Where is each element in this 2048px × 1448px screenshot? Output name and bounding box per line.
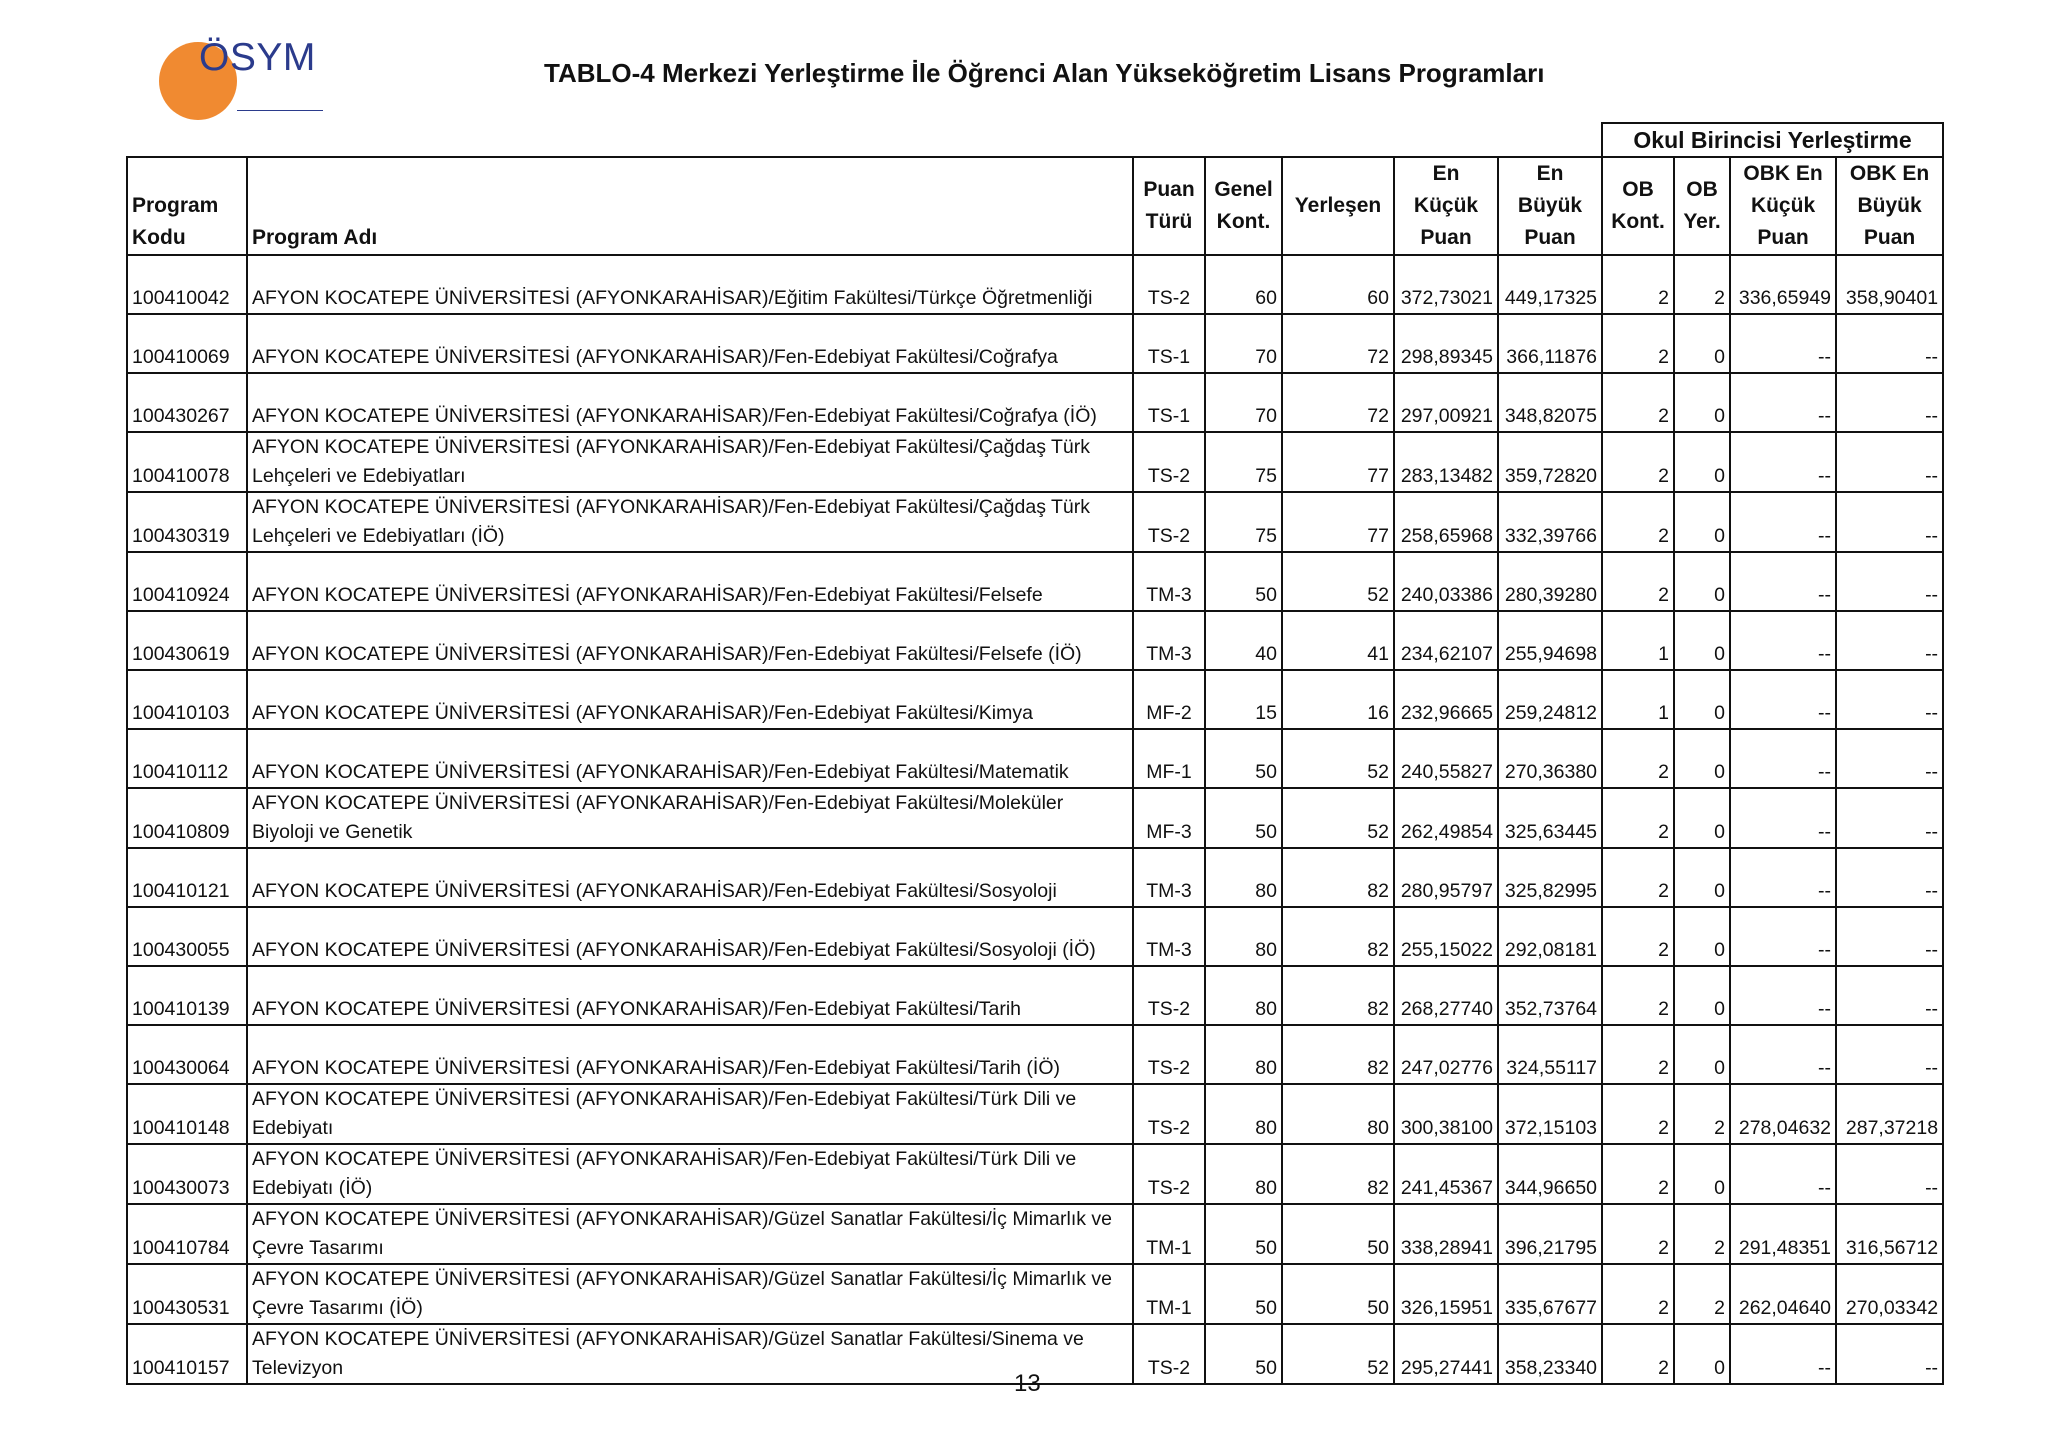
cell-yerlesen: 82 <box>1282 966 1394 1025</box>
cell-en-kucuk-puan: 280,95797 <box>1394 848 1498 907</box>
cell-obk-en-buyuk-puan: -- <box>1836 848 1943 907</box>
cell-yerlesen: 16 <box>1282 670 1394 729</box>
col-genel-kont: Genel Kont. <box>1205 157 1282 255</box>
table-row <box>127 492 1943 552</box>
cell-yerlesen: 80 <box>1282 1084 1394 1144</box>
col-obk-en-kucuk-puan: OBK En Küçük Puan <box>1730 157 1836 255</box>
cell-en-buyuk-puan: 348,82075 <box>1498 373 1602 432</box>
table-row <box>127 670 1943 729</box>
table-row <box>127 907 1943 966</box>
table-row <box>127 1084 1943 1144</box>
cell-en-kucuk-puan: 298,89345 <box>1394 314 1498 373</box>
cell-program-name: AFYON KOCATEPE ÜNİVERSİTESİ (AFYONKARAHİSAR)/Fen-Edebiyat Fakültesi/Moleküler Biyoloji ve Genetik <box>247 788 1133 848</box>
cell-puan-turu: TS-2 <box>1133 255 1205 314</box>
cell-obk-en-buyuk-puan: 287,37218 <box>1836 1084 1943 1144</box>
table-row <box>127 966 1943 1025</box>
cell-yerlesen: 72 <box>1282 314 1394 373</box>
cell-en-buyuk-puan: 358,23340 <box>1498 1324 1602 1384</box>
cell-en-buyuk-puan: 372,15103 <box>1498 1084 1602 1144</box>
cell-genel-kont: 75 <box>1205 492 1282 552</box>
cell-obk-en-kucuk-puan: 291,48351 <box>1730 1204 1836 1264</box>
cell-program-name: AFYON KOCATEPE ÜNİVERSİTESİ (AFYONKARAHİSAR)/Güzel Sanatlar Fakültesi/Sinema ve Televizyon <box>247 1324 1133 1384</box>
cell-program-name: AFYON KOCATEPE ÜNİVERSİTESİ (AFYONKARAHİSAR)/Fen-Edebiyat Fakültesi/Sosyoloji <box>247 848 1133 907</box>
cell-puan-turu: TS-1 <box>1133 314 1205 373</box>
cell-yerlesen: 50 <box>1282 1204 1394 1264</box>
cell-en-kucuk-puan: 300,38100 <box>1394 1084 1498 1144</box>
cell-program-code: 100410139 <box>127 966 247 1025</box>
okul-birincisi-header: Okul Birincisi Yerleştirme <box>1602 123 1943 157</box>
cell-yerlesen: 52 <box>1282 552 1394 611</box>
cell-en-buyuk-puan: 325,82995 <box>1498 848 1602 907</box>
cell-program-code: 100410121 <box>127 848 247 907</box>
cell-ob-kont: 2 <box>1602 1025 1674 1084</box>
cell-genel-kont: 50 <box>1205 552 1282 611</box>
cell-genel-kont: 60 <box>1205 255 1282 314</box>
logo-text: ÖSYM <box>199 36 316 79</box>
cell-en-kucuk-puan: 255,15022 <box>1394 907 1498 966</box>
cell-obk-en-buyuk-puan: 316,56712 <box>1836 1204 1943 1264</box>
cell-en-kucuk-puan: 372,73021 <box>1394 255 1498 314</box>
cell-program-name: AFYON KOCATEPE ÜNİVERSİTESİ (AFYONKARAHİSAR)/Fen-Edebiyat Fakültesi/Coğrafya (İÖ) <box>247 373 1133 432</box>
cell-ob-kont: 2 <box>1602 255 1674 314</box>
cell-ob-yer: 0 <box>1674 552 1730 611</box>
cell-en-kucuk-puan: 283,13482 <box>1394 432 1498 492</box>
cell-ob-kont: 1 <box>1602 611 1674 670</box>
cell-en-kucuk-puan: 232,96665 <box>1394 670 1498 729</box>
cell-program-name: AFYON KOCATEPE ÜNİVERSİTESİ (AFYONKARAHİSAR)/Fen-Edebiyat Fakültesi/Türk Dili ve Edebiyatı <box>247 1084 1133 1144</box>
cell-en-kucuk-puan: 258,65968 <box>1394 492 1498 552</box>
cell-program-name: AFYON KOCATEPE ÜNİVERSİTESİ (AFYONKARAHİSAR)/Güzel Sanatlar Fakültesi/İç Mimarlık ve Çevre Tasarımı (İÖ) <box>247 1264 1133 1324</box>
cell-genel-kont: 75 <box>1205 432 1282 492</box>
cell-puan-turu: TM-3 <box>1133 552 1205 611</box>
cell-program-code: 100410924 <box>127 552 247 611</box>
group-header-spacer <box>127 123 1602 157</box>
cell-program-code: 100430073 <box>127 1144 247 1204</box>
cell-program-code: 100410069 <box>127 314 247 373</box>
cell-ob-kont: 1 <box>1602 670 1674 729</box>
cell-genel-kont: 80 <box>1205 907 1282 966</box>
cell-puan-turu: MF-2 <box>1133 670 1205 729</box>
cell-obk-en-kucuk-puan: 278,04632 <box>1730 1084 1836 1144</box>
table-row <box>127 848 1943 907</box>
cell-program-name: AFYON KOCATEPE ÜNİVERSİTESİ (AFYONKARAHİSAR)/Fen-Edebiyat Fakültesi/Felsefe (İÖ) <box>247 611 1133 670</box>
osym-logo <box>155 36 325 126</box>
cell-obk-en-buyuk-puan: -- <box>1836 432 1943 492</box>
cell-ob-kont: 2 <box>1602 314 1674 373</box>
cell-puan-turu: TM-1 <box>1133 1204 1205 1264</box>
cell-ob-yer: 2 <box>1674 255 1730 314</box>
cell-ob-kont: 2 <box>1602 788 1674 848</box>
cell-puan-turu: MF-3 <box>1133 788 1205 848</box>
cell-yerlesen: 52 <box>1282 729 1394 788</box>
cell-en-kucuk-puan: 247,02776 <box>1394 1025 1498 1084</box>
cell-program-name: AFYON KOCATEPE ÜNİVERSİTESİ (AFYONKARAHİSAR)/Eğitim Fakültesi/Türkçe Öğretmenliği <box>247 255 1133 314</box>
cell-genel-kont: 70 <box>1205 314 1282 373</box>
cell-ob-yer: 0 <box>1674 1144 1730 1204</box>
cell-genel-kont: 80 <box>1205 1084 1282 1144</box>
table-row <box>127 729 1943 788</box>
cell-en-buyuk-puan: 335,67677 <box>1498 1264 1602 1324</box>
cell-ob-yer: 0 <box>1674 611 1730 670</box>
cell-puan-turu: TS-1 <box>1133 373 1205 432</box>
cell-yerlesen: 50 <box>1282 1264 1394 1324</box>
cell-genel-kont: 80 <box>1205 966 1282 1025</box>
cell-obk-en-buyuk-puan: -- <box>1836 729 1943 788</box>
cell-obk-en-kucuk-puan: -- <box>1730 966 1836 1025</box>
cell-en-kucuk-puan: 297,00921 <box>1394 373 1498 432</box>
cell-yerlesen: 82 <box>1282 848 1394 907</box>
cell-puan-turu: TM-1 <box>1133 1264 1205 1324</box>
table-row <box>127 611 1943 670</box>
table-row <box>127 552 1943 611</box>
cell-en-buyuk-puan: 280,39280 <box>1498 552 1602 611</box>
cell-obk-en-buyuk-puan: 358,90401 <box>1836 255 1943 314</box>
cell-en-kucuk-puan: 262,49854 <box>1394 788 1498 848</box>
cell-ob-kont: 2 <box>1602 1324 1674 1384</box>
cell-obk-en-kucuk-puan: -- <box>1730 432 1836 492</box>
cell-ob-yer: 0 <box>1674 1324 1730 1384</box>
table-row <box>127 1144 1943 1204</box>
cell-obk-en-kucuk-puan: -- <box>1730 670 1836 729</box>
cell-en-buyuk-puan: 396,21795 <box>1498 1204 1602 1264</box>
cell-puan-turu: MF-1 <box>1133 729 1205 788</box>
cell-yerlesen: 77 <box>1282 492 1394 552</box>
cell-obk-en-kucuk-puan: 336,65949 <box>1730 255 1836 314</box>
cell-obk-en-buyuk-puan: -- <box>1836 788 1943 848</box>
cell-program-code: 100410078 <box>127 432 247 492</box>
table-row <box>127 1264 1943 1324</box>
cell-en-kucuk-puan: 338,28941 <box>1394 1204 1498 1264</box>
cell-genel-kont: 80 <box>1205 848 1282 907</box>
group-header-row <box>127 123 1943 157</box>
table-row <box>127 255 1943 314</box>
col-program-kodu: Program Kodu <box>127 157 247 255</box>
table-body <box>127 255 1943 1384</box>
cell-program-name: AFYON KOCATEPE ÜNİVERSİTESİ (AFYONKARAHİSAR)/Güzel Sanatlar Fakültesi/İç Mimarlık ve Çevre Tasarımı <box>247 1204 1133 1264</box>
cell-obk-en-buyuk-puan: 270,03342 <box>1836 1264 1943 1324</box>
cell-ob-kont: 2 <box>1602 373 1674 432</box>
cell-obk-en-kucuk-puan: -- <box>1730 1144 1836 1204</box>
cell-obk-en-kucuk-puan: -- <box>1730 373 1836 432</box>
table-row <box>127 314 1943 373</box>
cell-obk-en-buyuk-puan: -- <box>1836 1324 1943 1384</box>
cell-puan-turu: TM-3 <box>1133 611 1205 670</box>
cell-yerlesen: 72 <box>1282 373 1394 432</box>
cell-program-name: AFYON KOCATEPE ÜNİVERSİTESİ (AFYONKARAHİSAR)/Fen-Edebiyat Fakültesi/Felsefe <box>247 552 1133 611</box>
cell-yerlesen: 52 <box>1282 788 1394 848</box>
cell-ob-yer: 0 <box>1674 432 1730 492</box>
cell-en-buyuk-puan: 292,08181 <box>1498 907 1602 966</box>
cell-obk-en-buyuk-puan: -- <box>1836 492 1943 552</box>
cell-en-kucuk-puan: 295,27441 <box>1394 1324 1498 1384</box>
cell-ob-kont: 2 <box>1602 492 1674 552</box>
cell-program-name: AFYON KOCATEPE ÜNİVERSİTESİ (AFYONKARAHİSAR)/Fen-Edebiyat Fakültesi/Türk Dili ve Edebiyatı (İÖ) <box>247 1144 1133 1204</box>
cell-obk-en-kucuk-puan: -- <box>1730 492 1836 552</box>
cell-program-code: 100410784 <box>127 1204 247 1264</box>
cell-ob-kont: 2 <box>1602 432 1674 492</box>
cell-program-code: 100410042 <box>127 255 247 314</box>
cell-en-kucuk-puan: 240,55827 <box>1394 729 1498 788</box>
cell-ob-kont: 2 <box>1602 729 1674 788</box>
cell-program-code: 100410157 <box>127 1324 247 1384</box>
cell-obk-en-kucuk-puan: -- <box>1730 788 1836 848</box>
programs-table <box>126 122 1944 1385</box>
cell-yerlesen: 52 <box>1282 1324 1394 1384</box>
cell-obk-en-kucuk-puan: 262,04640 <box>1730 1264 1836 1324</box>
page-number: 13 <box>1014 1370 1041 1397</box>
cell-en-buyuk-puan: 324,55117 <box>1498 1025 1602 1084</box>
cell-obk-en-kucuk-puan: -- <box>1730 1025 1836 1084</box>
cell-obk-en-kucuk-puan: -- <box>1730 848 1836 907</box>
cell-puan-turu: TS-2 <box>1133 1324 1205 1384</box>
cell-genel-kont: 50 <box>1205 1324 1282 1384</box>
table-row <box>127 1025 1943 1084</box>
cell-ob-yer: 0 <box>1674 492 1730 552</box>
cell-ob-kont: 2 <box>1602 966 1674 1025</box>
cell-program-code: 100410148 <box>127 1084 247 1144</box>
cell-puan-turu: TM-3 <box>1133 848 1205 907</box>
page-title: TABLO-4 Merkezi Yerleştirme İle Öğrenci Alan Yükseköğretim Lisans Programları <box>544 58 1545 88</box>
cell-genel-kont: 80 <box>1205 1144 1282 1204</box>
cell-obk-en-buyuk-puan: -- <box>1836 552 1943 611</box>
cell-genel-kont: 50 <box>1205 1204 1282 1264</box>
cell-genel-kont: 50 <box>1205 788 1282 848</box>
cell-yerlesen: 82 <box>1282 1144 1394 1204</box>
cell-yerlesen: 60 <box>1282 255 1394 314</box>
cell-genel-kont: 40 <box>1205 611 1282 670</box>
cell-obk-en-buyuk-puan: -- <box>1836 966 1943 1025</box>
cell-yerlesen: 82 <box>1282 1025 1394 1084</box>
cell-en-kucuk-puan: 234,62107 <box>1394 611 1498 670</box>
column-header-row <box>127 157 1943 255</box>
col-ob-kont: OB Kont. <box>1602 157 1674 255</box>
cell-en-buyuk-puan: 325,63445 <box>1498 788 1602 848</box>
cell-ob-yer: 0 <box>1674 670 1730 729</box>
cell-puan-turu: TS-2 <box>1133 966 1205 1025</box>
col-ob-yer: OB Yer. <box>1674 157 1730 255</box>
col-obk-en-buyuk-puan: OBK En Büyük Puan <box>1836 157 1943 255</box>
cell-obk-en-buyuk-puan: -- <box>1836 1025 1943 1084</box>
cell-genel-kont: 15 <box>1205 670 1282 729</box>
col-en-buyuk-puan: En Büyük Puan <box>1498 157 1602 255</box>
cell-ob-yer: 2 <box>1674 1204 1730 1264</box>
table-row <box>127 1204 1943 1264</box>
cell-obk-en-kucuk-puan: -- <box>1730 314 1836 373</box>
cell-program-name: AFYON KOCATEPE ÜNİVERSİTESİ (AFYONKARAHİSAR)/Fen-Edebiyat Fakültesi/Çağdaş Türk Lehçeleri ve Edebiyatları <box>247 432 1133 492</box>
cell-obk-en-kucuk-puan: -- <box>1730 611 1836 670</box>
cell-obk-en-buyuk-puan: -- <box>1836 1144 1943 1204</box>
cell-ob-yer: 2 <box>1674 1084 1730 1144</box>
cell-ob-yer: 0 <box>1674 966 1730 1025</box>
cell-en-buyuk-puan: 332,39766 <box>1498 492 1602 552</box>
cell-ob-kont: 2 <box>1602 552 1674 611</box>
cell-ob-yer: 0 <box>1674 788 1730 848</box>
cell-program-name: AFYON KOCATEPE ÜNİVERSİTESİ (AFYONKARAHİSAR)/Fen-Edebiyat Fakültesi/Matematik <box>247 729 1133 788</box>
cell-genel-kont: 70 <box>1205 373 1282 432</box>
cell-program-code: 100410809 <box>127 788 247 848</box>
cell-obk-en-buyuk-puan: -- <box>1836 907 1943 966</box>
cell-program-code: 100430267 <box>127 373 247 432</box>
cell-en-buyuk-puan: 270,36380 <box>1498 729 1602 788</box>
cell-obk-en-buyuk-puan: -- <box>1836 611 1943 670</box>
cell-puan-turu: TM-3 <box>1133 907 1205 966</box>
cell-program-name: AFYON KOCATEPE ÜNİVERSİTESİ (AFYONKARAHİSAR)/Fen-Edebiyat Fakültesi/Coğrafya <box>247 314 1133 373</box>
cell-program-code: 100430319 <box>127 492 247 552</box>
cell-program-code: 100430055 <box>127 907 247 966</box>
cell-puan-turu: TS-2 <box>1133 1084 1205 1144</box>
cell-en-buyuk-puan: 259,24812 <box>1498 670 1602 729</box>
col-program-adi: Program Adı <box>247 157 1133 255</box>
cell-ob-kont: 2 <box>1602 1144 1674 1204</box>
cell-genel-kont: 50 <box>1205 1264 1282 1324</box>
cell-en-buyuk-puan: 352,73764 <box>1498 966 1602 1025</box>
cell-program-name: AFYON KOCATEPE ÜNİVERSİTESİ (AFYONKARAHİSAR)/Fen-Edebiyat Fakültesi/Sosyoloji (İÖ) <box>247 907 1133 966</box>
cell-obk-en-kucuk-puan: -- <box>1730 1324 1836 1384</box>
cell-en-buyuk-puan: 344,96650 <box>1498 1144 1602 1204</box>
cell-program-name: AFYON KOCATEPE ÜNİVERSİTESİ (AFYONKARAHİSAR)/Fen-Edebiyat Fakültesi/Tarih <box>247 966 1133 1025</box>
cell-puan-turu: TS-2 <box>1133 1025 1205 1084</box>
cell-ob-yer: 2 <box>1674 1264 1730 1324</box>
cell-en-kucuk-puan: 268,27740 <box>1394 966 1498 1025</box>
cell-ob-kont: 2 <box>1602 907 1674 966</box>
cell-puan-turu: TS-2 <box>1133 432 1205 492</box>
col-puan-turu: Puan Türü <box>1133 157 1205 255</box>
cell-en-kucuk-puan: 326,15951 <box>1394 1264 1498 1324</box>
cell-obk-en-buyuk-puan: -- <box>1836 670 1943 729</box>
cell-genel-kont: 80 <box>1205 1025 1282 1084</box>
cell-en-buyuk-puan: 449,17325 <box>1498 255 1602 314</box>
cell-ob-yer: 0 <box>1674 848 1730 907</box>
cell-en-buyuk-puan: 366,11876 <box>1498 314 1602 373</box>
cell-yerlesen: 82 <box>1282 907 1394 966</box>
cell-obk-en-kucuk-puan: -- <box>1730 729 1836 788</box>
table-row <box>127 788 1943 848</box>
cell-program-code: 100410103 <box>127 670 247 729</box>
cell-program-code: 100410112 <box>127 729 247 788</box>
cell-program-code: 100430619 <box>127 611 247 670</box>
cell-en-kucuk-puan: 241,45367 <box>1394 1144 1498 1204</box>
cell-en-buyuk-puan: 359,72820 <box>1498 432 1602 492</box>
col-yerlesen: Yerleşen <box>1282 157 1394 255</box>
col-en-kucuk-puan: En Küçük Puan <box>1394 157 1498 255</box>
cell-genel-kont: 50 <box>1205 729 1282 788</box>
table-row <box>127 432 1943 492</box>
cell-obk-en-kucuk-puan: -- <box>1730 552 1836 611</box>
cell-obk-en-buyuk-puan: -- <box>1836 373 1943 432</box>
cell-yerlesen: 77 <box>1282 432 1394 492</box>
cell-ob-yer: 0 <box>1674 729 1730 788</box>
cell-ob-kont: 2 <box>1602 1264 1674 1324</box>
cell-ob-yer: 0 <box>1674 1025 1730 1084</box>
cell-puan-turu: TS-2 <box>1133 1144 1205 1204</box>
cell-program-name: AFYON KOCATEPE ÜNİVERSİTESİ (AFYONKARAHİSAR)/Fen-Edebiyat Fakültesi/Tarih (İÖ) <box>247 1025 1133 1084</box>
table-row <box>127 373 1943 432</box>
cell-ob-yer: 0 <box>1674 373 1730 432</box>
cell-ob-kont: 2 <box>1602 848 1674 907</box>
cell-obk-en-kucuk-puan: -- <box>1730 907 1836 966</box>
cell-obk-en-buyuk-puan: -- <box>1836 314 1943 373</box>
logo-underline <box>237 110 323 111</box>
cell-program-name: AFYON KOCATEPE ÜNİVERSİTESİ (AFYONKARAHİSAR)/Fen-Edebiyat Fakültesi/Kimya <box>247 670 1133 729</box>
cell-program-name: AFYON KOCATEPE ÜNİVERSİTESİ (AFYONKARAHİSAR)/Fen-Edebiyat Fakültesi/Çağdaş Türk Lehçeleri ve Edebiyatları (İÖ) <box>247 492 1133 552</box>
cell-ob-yer: 0 <box>1674 314 1730 373</box>
cell-en-buyuk-puan: 255,94698 <box>1498 611 1602 670</box>
cell-ob-kont: 2 <box>1602 1084 1674 1144</box>
cell-ob-yer: 0 <box>1674 907 1730 966</box>
cell-en-kucuk-puan: 240,03386 <box>1394 552 1498 611</box>
cell-yerlesen: 41 <box>1282 611 1394 670</box>
cell-program-code: 100430064 <box>127 1025 247 1084</box>
cell-program-code: 100430531 <box>127 1264 247 1324</box>
cell-ob-kont: 2 <box>1602 1204 1674 1264</box>
cell-puan-turu: TS-2 <box>1133 492 1205 552</box>
